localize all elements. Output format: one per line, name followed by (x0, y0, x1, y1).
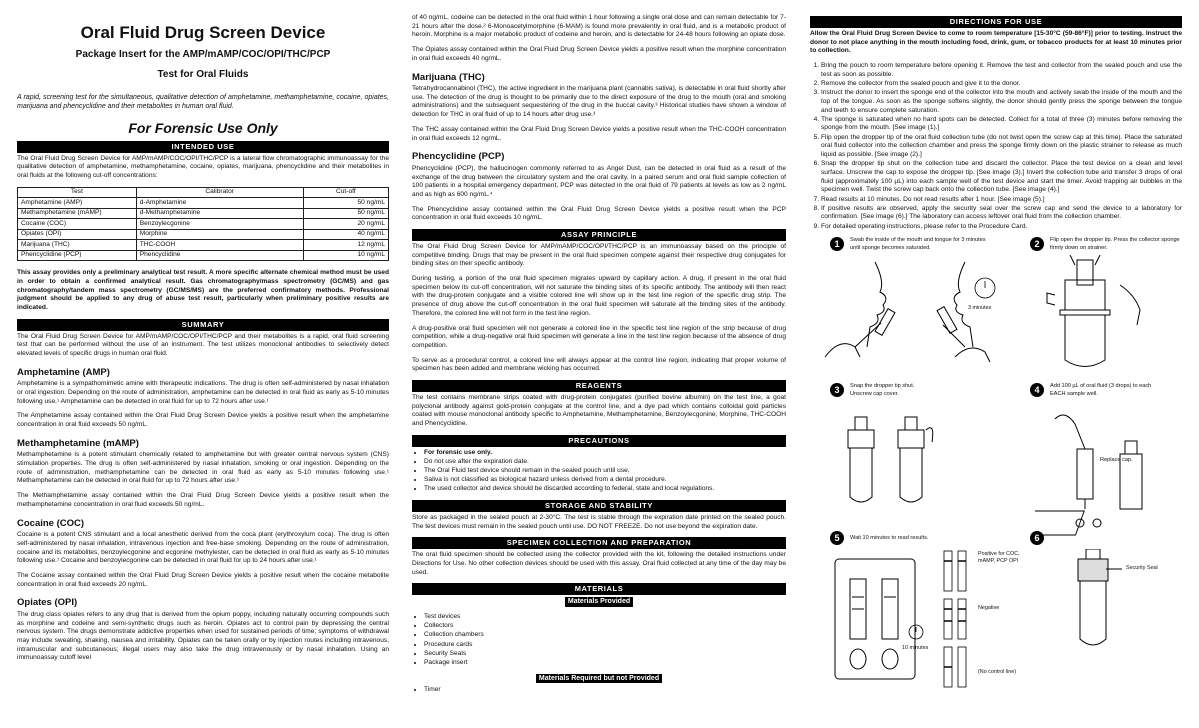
table-cell: 20 ng/mL (303, 219, 388, 230)
security-seal-label: Security Seal (1126, 565, 1158, 572)
thc-text: Tetrahydrocannabinol (THC), the active ingredient in the marijuana plant (cannabis sativa), is detectable in oral fluid shortly after use. The detection of the drug is thought to be primarily due to the direct exposure of the drug to the mouth (oral and smoking administrations) and the subsequent sequestering of the drug in the buccal cavity.³ Historical studies have shown a window of detection for THC in oral fluid of up to 14 hours after drug use.³ (412, 85, 786, 119)
assay-principle-text: The Oral Fluid Drug Screen Device for AMP/mAMP/COC/OPI/THC/PCP is an immunoassay based on the principle of competitive binding. Drugs that may be present in the oral fluid specimen compete against their respective drug conjugates for binding sites on their specific antibody. (412, 242, 786, 268)
list-item: • Test devices (424, 613, 786, 622)
reagents-heading: REAGENTS (412, 380, 786, 392)
table-header-row (18, 187, 389, 198)
list-item: • Procedure cards (424, 641, 786, 650)
positive-label: Positive for COC, mAMP, PCP OPI (978, 551, 1020, 565)
materials-list (424, 613, 786, 668)
negative-label: Negative (978, 605, 1000, 612)
warning-text: This assay provides only a preliminary analytical test result. A more specific alternate chemical method must be used in order to obtain a confirmed analytical result. Gas chromatography/mass spectrometry (GC/MS) and gas chromatography/tandem mass spectrometry (GC/MS/MS) are the preferred confirmatory methods. Professional judgment should be applied to any drug of abuse test result, particularly when preliminary positive results are indicated. (17, 269, 389, 312)
document-title: Oral Fluid Drug Screen Device (80, 23, 326, 42)
table-row (18, 240, 389, 251)
amp-text: Amphetamine is a sympathomimetic amine with therapeutic indications. The drug is often self-administered by nasal inhalation or oral ingestion. Depending on the route of administration, amphetamine can be detected in oral fluid as early as 5-10 minutes following use.¹ Amphetamine can be detected in oral fluid for up to 72 hours after use.¹ (17, 380, 389, 405)
column-2 (412, 14, 786, 726)
mamp-heading: Methamphetamine (mAMP) (17, 437, 139, 449)
list-item: 3. Instruct the donor to insert the sponge end of the collector into the mouth and actively swab the inside of the mouth and the top of the tongue. As soon as the sponge softens slightly, the donor should gently press the sponge between the tongue and teeth to ensure complete saturation. (821, 89, 1182, 115)
procedure-figures (810, 237, 1182, 697)
no-control-label: (No control line) (978, 669, 1017, 676)
table-cell: THC-COOH (136, 240, 303, 251)
table-cell: Opiates (OPI) (18, 229, 137, 240)
table-header: Calibrator (136, 187, 303, 198)
pcp-text-2: The Phencyclidine assay contained within the Oral Fluid Drug Screen Device yields a positive result when the PCP concentration in oral fluid exceeds 10 ng/mL. (412, 205, 786, 222)
document-subtitle: Package Insert for the AMP/mAMP/COC/OPI/THC/PCP (75, 49, 331, 61)
capped-tubes-illustration (830, 412, 950, 517)
opi-heading: Opiates (OPI) (17, 597, 78, 609)
opi-continued-text: of 40 ng/mL, codeine can be detected in the oral fluid within 1 hour following a single oral dose and can remain detectable for 7-21 hours after the dose.² 6-Monoacetylmorphine (6-MAM) is found more prevalently in oral fluid, and is a metabolic product of heroin. Morphine is a major metabolic product of codeine and heroin, and is detectable for 24-48 hours following an opiate dose. (412, 14, 786, 39)
list-item: 7. Read results at 10 minutes. Do not read results after 1 hour. [See image (5).] (821, 196, 1182, 205)
list-item: 6. Snap the dropper tip shut on the collection tube and discard the collector. Place the test device on a clean and level surface. Unscrew the cap to expose the dropper tip. [See image (3).] Invert the collection tube and transfer 3 drops of oral fluid (approximately 100 µL) into each sample well of the test device and start the timer. Avoid trapping air bubbles in the specimen well. Twist the screw cap back onto the collection tube. [See image (4).] (821, 160, 1182, 195)
materials-required-list (424, 686, 786, 695)
summary-text: The Oral Fluid Drug Screen Device for AMP/mAMP/COC/OPI/THC/PCP and their metabolites is a rapid, oral fluid screening test that can be performed without the use of an instrument. The test utilizes monoclonal antibodies to selectively detect elevated levels of specific drugs in human oral fluid. (17, 332, 389, 358)
assay-principle-text-2: During testing, a portion of the oral fluid specimen migrates upward by capillary action. A drug, if present in the oral fluid specimen below its cut-off concentration, will not saturate the binding sites of its specific antibody. The antibody will then react with the drug-protein conjugate and a visible colored line will show up in the test line region of the specific drug strip. The presence of drug above the cut-off concentration in the oral fluid specimen will saturate all the binding sites of the antibody. Therefore, the colored line will not form in the test line region. (412, 275, 786, 317)
pcp-heading: Phencyclidine (PCP) (412, 151, 505, 163)
list-item: 5. Flip open the dropper tip of the oral fluid collection tube (do not twist open the screw cap at this time). Place the saturated oral fluid collector into the collection chamber and press the sponge firmly down on the plastic strainer to release as much liquid as possible. [See image (2).] (821, 134, 1182, 160)
mamp-text: Methamphetamine is a potent stimulant chemically related to amphetamine but with greater central nervous system (CNS) stimulation properties. The drug is often self-administered by nasal inhalation, smoking or oral ingestion. Depending on the route of administration, methamphetamine can be detected in oral fluid as early as 5-10 minutes following use.¹ Methamphetamine can be detected in oral fluid for up to 72 hours after use.¹ (17, 451, 389, 485)
directions-intro: Allow the Oral Fluid Drug Screen Device to come to room temperature [15-30°C (59-86°F)] prior to testing. Instruct the donor to not place anything in the mouth including food, drink, gum, or tobacco products for at least 10 minutes prior to collection. (810, 29, 1182, 55)
precautions-heading: PRECAUTIONS (412, 435, 786, 447)
step-6-badge: 6 (1030, 531, 1044, 545)
opi-text: The drug class opiates refers to any drug that is derived from the opium poppy, including naturally occurring compounds such as morphine and codeine and semi-synthetic drugs such as heroin. Opiates act to control pain by depressing the central nervous system. The drugs demonstrate addictive properties when used for sustained periods of time; symptoms of withdrawal may include sweating, shaking, nausea and irritability. Opiates can be taken orally or by injection routes including intravenous, intramuscular and subcutaneous; illegal users may also take the drug intravenously or by nasal inhalation. Using an immunoassay cutoff level (17, 610, 389, 662)
result-strips-illustration (940, 549, 976, 689)
list-item: 4. The sponge is saturated when no hard spots can be detected. Collect for a total of three (3) minutes before removing the sponge from the mouth. [See image (1).] (821, 116, 1182, 133)
test-device-illustration (830, 549, 940, 689)
step-3-text: Snap the dropper tip shut. Unscrew cap cover. (850, 383, 915, 397)
timer-label: 3 minutes (968, 305, 992, 312)
step-4-text: Add 100 µL of oral fluid (3 drops) to each EACH sample well. (1050, 383, 1152, 397)
table-cell: Methamphetamine (mAMP) (18, 208, 137, 219)
storage-heading: STORAGE AND STABILITY (412, 500, 786, 512)
step-5-badge: 5 (830, 531, 844, 545)
intro-text: A rapid, screening test for the simultaneous, qualitative detection of amphetamine, methamphetamine, cocaine, opiates, marijuana and phencyclidine and their metabolites in human oral fluid. (17, 93, 389, 111)
assay-principle-text-3: A drug-positive oral fluid specimen will not generate a colored line in the specific test line region of the strip because of drug competition, while a drug-negative oral fluid specimen will generate a line in the test line region because of the absence of drug competition. (412, 324, 786, 349)
materials-required-heading: Materials Required but not Provided (536, 674, 662, 683)
collection-tube-illustration (1025, 255, 1175, 375)
list-item: • Package insert (424, 659, 786, 668)
column-1 (17, 14, 389, 726)
table-cell: Phencyclidine (136, 250, 303, 261)
materials-heading: MATERIALS (412, 583, 786, 595)
directions-heading: DIRECTIONS FOR USE (810, 16, 1182, 28)
precautions-list (424, 449, 786, 495)
table-cell: Cocaine (COC) (18, 219, 137, 230)
table-row (18, 198, 389, 209)
step-5-text: Wait 10 minutes to read results. (850, 535, 929, 542)
timer-icon (906, 622, 926, 642)
list-item: • The used collector and device should be discarded according to federal, state and local regulations. (424, 485, 786, 494)
step-3-badge: 3 (830, 383, 844, 397)
table-cell: 50 ng/mL (303, 208, 388, 219)
assay-principle-text-4: To serve as a procedural control, a colored line will always appear at the control line region, indicating that proper volume of specimen has been added and membrane wicking has occurred. (412, 356, 786, 373)
table-header: Cut-off (303, 187, 388, 198)
materials-provided-heading: Materials Provided (565, 597, 633, 606)
collection-heading: SPECIMEN COLLECTION AND PREPARATION (412, 537, 786, 549)
list-item: 2. Remove the collector from the sealed pouch and give it to the donor. (821, 80, 1182, 89)
replace-cap-label: Replace cap. (1100, 457, 1133, 464)
storage-text: Store as packaged in the sealed pouch at 2-30°C. The test is stable through the expiration date printed on the sealed pouch. The test devices must remain in the sealed pouch until use. DO NOT FREEZE. Do not use beyond the expiration date. (412, 514, 786, 530)
coc-text: Cocaine is a potent CNS stimulant and a local anesthetic derived from the coca plant (erythroxylum coca). The drug is often self-administered by nasal inhalation, intravenous injection and free-base smoking. Depending on the route of administration, cocaine and its metabolites, benzoylecgonine and ecgonine methylester, can be detected in oral fluid as early as 5-10 minutes following use.¹ Cocaine and benzoylecgonine can be detected in oral fluid for up to 24 hours after use.¹ (17, 531, 389, 565)
list-item: • Collectors (424, 622, 786, 631)
step-4-badge: 4 (1030, 383, 1044, 397)
intended-use-text: The Oral Fluid Drug Screen Device for AMP/mAMP/COC/OPI/THC/PCP is a lateral flow chromatographic immunoassay for the qualitative detection of amphetamine, methamphetamine, cocaine, opiates, marijuana, phencyclidine and their metabolites in oral fluids at the following cut-off concentrations: (17, 154, 389, 180)
forensic-notice: For Forensic Use Only (128, 120, 278, 137)
step-2-text: Flip open the dropper tip. Press the collector sponge firmly down on strainer. (1050, 237, 1180, 251)
list-item: • Saliva is not classified as biological hazard unless derived from a dental procedure. (424, 476, 786, 485)
list-item: • The Oral Fluid test device should remain in the sealed pouch until use. (424, 467, 786, 476)
thc-text-2: The THC assay contained within the Oral Fluid Drug Screen Device yields a positive result when the THC-COOH concentration in oral fluid exceeds 12 ng/mL. (412, 125, 786, 142)
table-header: Test (18, 187, 137, 198)
list-item: 8. If positive results are observed, apply the security seal over the screw cap and send the device to a laboratory for confirmation. [See image (6).] The laboratory can access leftover oral fluid from the collection chamber. (821, 205, 1182, 222)
table-cell: Morphine (136, 229, 303, 240)
list-item: • Do not use after the expiration date. (424, 458, 786, 467)
collection-text: The oral fluid specimen should be collected using the collector provided with the kit, following the detailed instructions under Directions for Use. No other collection devices should be used with this assay. Oral fluid collected at any time of the day may be used. (412, 551, 786, 576)
table-cell: 40 ng/mL (303, 229, 388, 240)
table-cell: Phencyclidine (PCP) (18, 250, 137, 261)
directions-steps (821, 62, 1182, 231)
document-subtitle-2: Test for Oral Fluids (157, 68, 249, 80)
table-cell: 50 ng/mL (303, 198, 388, 209)
table-cell: d-Amphetamine (136, 198, 303, 209)
pcp-text: Phencyclidine (PCP), the hallucinogen commonly referred to as Angel Dust, can be detected in oral fluid as a result of the exchange of the drug between the circulatory system and the oral cavity. In a paired serum and oral fluid sample collection of 100 patients in a hospital emergency department, PCP was detected in the oral fluid of 79 patients at levels as low as 2 ng/mL and as high as 600 ng/mL.⁴ (412, 164, 786, 198)
table-cell: d-Methamphetamine (136, 208, 303, 219)
table-cell: 10 ng/mL (303, 250, 388, 261)
timer-label: 10 minutes (902, 645, 929, 652)
step-1-text: Swab the inside of the mouth and tongue for 3 minutes until sponge becomes saturated. (850, 237, 986, 251)
mamp-text-2: The Methamphetamine assay contained within the Oral Fluid Drug Screen Device yields a positive result when the methamphetamine concentration in oral fluid exceeds 50 ng/mL. (17, 492, 389, 508)
table-row (18, 229, 389, 240)
assay-principle-heading: ASSAY PRINCIPLE (412, 229, 786, 241)
sealed-tube-illustration (1060, 549, 1130, 659)
amp-text-2: The Amphetamine assay contained within the Oral Fluid Drug Screen Device yields a positive result when the amphetamine concentration in oral fluid exceeds 50 ng/mL. (17, 412, 389, 429)
coc-text-2: The Cocaine assay contained within the Oral Fluid Drug Screen Device yields a positive result when the cocaine metabolite concentration in oral fluid exceeds 20 ng/mL. (17, 571, 389, 588)
column-3 (810, 14, 1182, 726)
add-sample-illustration (1035, 399, 1175, 539)
opi-text-2: The Opiates assay contained within the Oral Fluid Drug Screen Device yields a positive result when the morphine concentration in oral fluid exceeds 40 ng/mL. (412, 46, 786, 62)
list-item: • Security Seals (424, 650, 786, 659)
list-item: 9. For detailed operating instructions, please refer to the Procedure Card. (821, 223, 1182, 232)
table-cell: 12 ng/mL (303, 240, 388, 251)
table-cell: Benzoylecgonine (136, 219, 303, 230)
list-item: • Timer (424, 686, 786, 695)
reagents-text: The test contains membrane strips coated with drug-protein conjugates (purified bovine albumin) on the test line, a goat polyclonal antibody against gold-protein conjugate at the control line, and a dye pad which contains colloidal gold particles coated with mouse monoclonal antibody specific to Amphetamine, Methamphetamine, Benzoylecgonine, Morphine, THC-COOH and Phencyclidine. (412, 393, 786, 428)
thc-heading: Marijuana (THC) (412, 71, 485, 83)
step-2-badge: 2 (1030, 237, 1044, 251)
summary-heading: SUMMARY (17, 319, 389, 331)
table-cell: Marijuana (THC) (18, 240, 137, 251)
table-row (18, 250, 389, 261)
table-row (18, 219, 389, 230)
table-row (18, 208, 389, 219)
list-item: • Collection chambers (424, 631, 786, 640)
table-cell: Amphetamine (AMP) (18, 198, 137, 209)
step-1-badge: 1 (830, 237, 844, 251)
intended-use-heading: INTENDED USE (17, 141, 389, 153)
timer-icon (970, 273, 1000, 303)
list-item: 1. Bring the pouch to room temperature before opening it. Remove the test and collector from the sealed pouch and use the test as soon as possible. (821, 62, 1182, 79)
coc-heading: Cocaine (COC) (17, 517, 85, 529)
list-item: • For forensic use only. (424, 449, 786, 458)
amp-heading: Amphetamine (AMP) (17, 366, 110, 378)
cutoff-table (17, 187, 389, 262)
